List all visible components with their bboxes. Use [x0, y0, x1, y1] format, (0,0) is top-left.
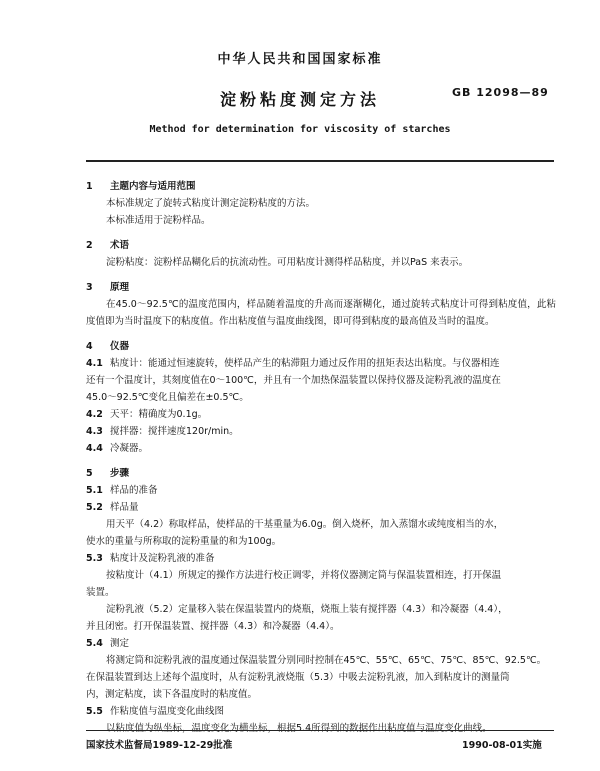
- section-title: 术语: [110, 240, 130, 251]
- section-number: 1: [86, 181, 93, 192]
- section-2-heading: [86, 237, 556, 254]
- paragraph: 按粘度计（4.1）所规定的操作方法进行校正调零，并将仪器测定筒与保温装置相连，打开保温: [106, 570, 502, 581]
- paragraph: 本标准适用于淀粉样品。: [106, 215, 211, 226]
- clause-5-1: [86, 482, 556, 499]
- clause-number: 4.2: [86, 409, 103, 420]
- paragraph-cont: 使水的重量与所称取的淀粉重量的和为100g。: [86, 536, 282, 547]
- effective-date: 1990-08-01实施: [462, 740, 542, 751]
- clause-4-3: [86, 423, 556, 440]
- clause-number: 5.4: [86, 638, 103, 649]
- section-number: 3: [86, 282, 93, 293]
- paragraph: 将测定筒和淀粉乳液的温度通过保温装置分别同时控制在45℃、55℃、65℃、75℃、85℃、92.5℃。: [106, 655, 547, 666]
- clause-text: 测定: [110, 638, 130, 649]
- clause-text: 搅拌器：搅拌速度120r/min。: [110, 426, 239, 437]
- clause-4-1-cont: 还有一个温度计，其刻度值在0～100℃，并且有一个加热保温装置以保持仪器及淀粉乳液的温度在: [86, 375, 501, 386]
- paragraph: 淀粉乳液（5.2）定量移入装在保温装置内的烧瓶，烧瓶上装有搅拌器（4.3）和冷凝器（4.4），: [106, 604, 508, 615]
- section-title: 原理: [110, 282, 130, 293]
- clause-5-5: [86, 703, 556, 720]
- section-number: 4: [86, 341, 93, 352]
- clause-number: 4.3: [86, 426, 103, 437]
- paragraph-cont: 装置。: [86, 587, 115, 598]
- paragraph: 本标准规定了旋转式粘度计测定淀粉粘度的方法。: [106, 198, 316, 209]
- clause-4-1: [86, 355, 556, 372]
- paragraph-cont: 在保温装置到达上述每个温度时，从有淀粉乳液烧瓶（5.3）中吸去淀粉乳液，加入到粘度计的测量筒: [86, 672, 510, 683]
- section-number: 2: [86, 240, 93, 251]
- clause-text: 作粘度值与温度变化曲线图: [110, 706, 225, 717]
- section-title: 步骤: [110, 468, 130, 479]
- paragraph: 淀粉粘度：淀粉样品糊化后的抗流动性。可用粘度计测得样品粘度，并以PaS 来表示。: [106, 257, 469, 268]
- clause-text: 天平：精确度为0.1g。: [110, 409, 208, 420]
- standard-authority: 中华人民共和国国家标准: [217, 52, 383, 67]
- approval-date: 国家技术监督局1989-12-29批准: [86, 740, 233, 751]
- clause-text: 粘度计及淀粉乳液的准备: [110, 553, 215, 564]
- paragraph: 在45.0～92.5℃的温度范围内，样品随着温度的升高而逐渐糊化，通过旋转式粘度计可得到粘度值，此粘度值即为当时温度下的粘度值。作出粘度值与温度曲线图，即可得到粘度的最高值及当时的温度。: [86, 299, 556, 327]
- standard-number: GB 12098—89: [452, 86, 549, 99]
- clause-text: 冷凝器。: [110, 443, 149, 454]
- clause-text: 样品的准备: [110, 485, 158, 496]
- paragraph-cont: 内，测定粘度，读下各温度时的粘度值。: [86, 689, 258, 700]
- document-title: 淀粉粘度测定方法: [219, 90, 380, 109]
- clause-number: 4.1: [86, 358, 103, 369]
- clause-number: 4.4: [86, 443, 103, 454]
- clause-4-2: [86, 406, 556, 423]
- clause-number: 5.1: [86, 485, 103, 496]
- header-rule: [86, 160, 554, 162]
- section-1-heading: [86, 178, 556, 195]
- paragraph: 用天平（4.2）称取样品，使样品的干基重量为6.0g。倒入烧杯，加入蒸馏水或纯度相当的水，: [106, 519, 504, 530]
- section-number: 5: [86, 468, 93, 479]
- clause-number: 5.3: [86, 553, 103, 564]
- clause-5-4: [86, 635, 556, 652]
- section-3-heading: [86, 279, 556, 296]
- paragraph-cont: 并且闭密。打开保温装置、搅拌器（4.3）和冷凝器（4.4）。: [86, 621, 340, 632]
- english-title: Method for determination for viscosity of starches: [149, 124, 451, 135]
- section-5-heading: [86, 465, 556, 482]
- section-title: 主题内容与适用范围: [110, 181, 196, 192]
- document-body: [86, 176, 556, 737]
- clause-4-4: [86, 440, 556, 457]
- section-title: 仪器: [110, 341, 130, 352]
- clause-number: 5.5: [86, 706, 103, 717]
- clause-text: 样品量: [110, 502, 139, 513]
- section-4-heading: [86, 338, 556, 355]
- paragraph: 以粘度值为纵坐标，温度变化为横坐标，根据5.4所得到的数据作出粘度值与温度变化曲线。: [106, 723, 492, 734]
- clause-text: 粘度计：能通过恒速旋转，使样品产生的粘滞阻力通过反作用的扭矩表达出粘度。与仪器相连: [110, 358, 500, 369]
- clause-5-2: [86, 499, 556, 516]
- footer-rule: [86, 730, 554, 731]
- clause-5-3: [86, 550, 556, 567]
- clause-number: 5.2: [86, 502, 103, 513]
- clause-4-1-cont: 45.0～92.5℃变化且偏差在±0.5℃。: [86, 392, 249, 403]
